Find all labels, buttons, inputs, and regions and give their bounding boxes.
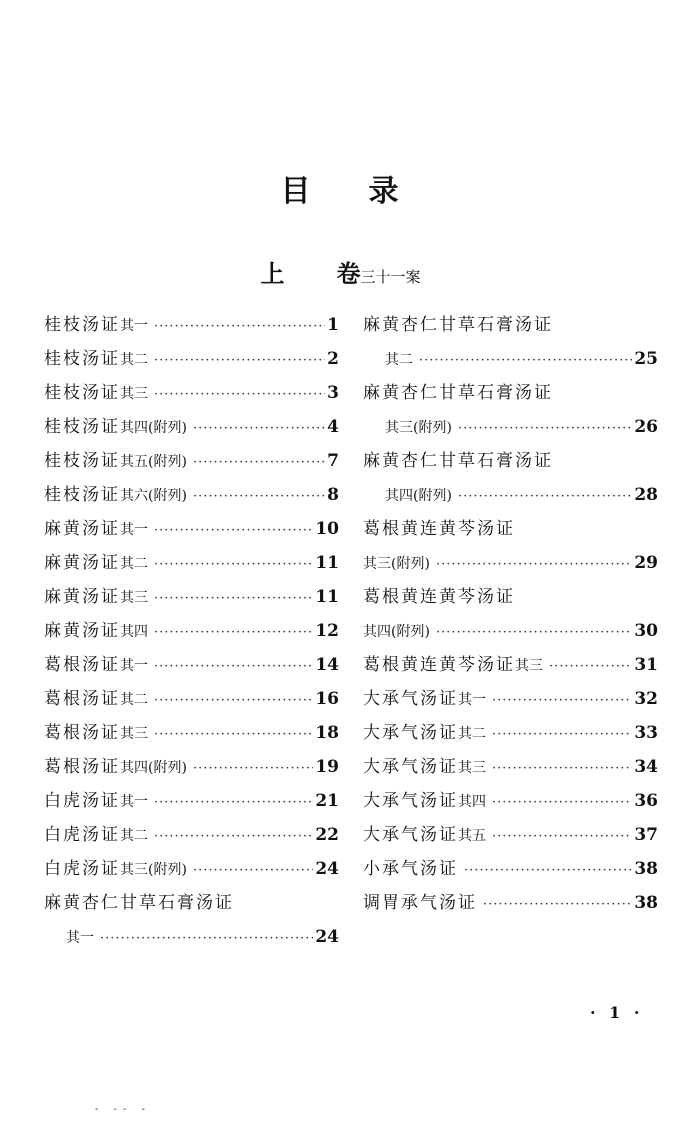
toc-entry[interactable] xyxy=(363,478,658,512)
dot-leader xyxy=(483,888,632,922)
dot-leader xyxy=(154,378,325,412)
toc-entry-page: 26 xyxy=(634,417,658,437)
toc-entry-subtitle: 其五 xyxy=(458,828,486,844)
toc-entry[interactable] xyxy=(363,784,658,818)
dot-leader xyxy=(100,922,313,956)
toc-entry-page: 22 xyxy=(315,825,339,845)
toc-entry[interactable] xyxy=(363,308,658,342)
toc-entry-page: 4 xyxy=(327,417,339,437)
toc-entry-subtitle: 其一 xyxy=(120,794,148,810)
toc-entry-title: 葛根黄连黄芩汤证 xyxy=(363,655,515,675)
toc-right-column xyxy=(363,308,658,920)
toc-entry-title: 麻黄汤证 xyxy=(44,621,120,641)
toc-entry-title: 大承气汤证 xyxy=(363,689,458,709)
toc-entry-title: 调胃承气汤证 xyxy=(363,893,477,913)
dot-leader xyxy=(419,344,632,378)
toc-entry[interactable] xyxy=(44,512,339,546)
dot-leader xyxy=(492,820,632,854)
dot-leader xyxy=(436,548,632,582)
toc-entry-page: 16 xyxy=(315,689,339,709)
toc-entry-subtitle: 其四(附列) xyxy=(120,760,187,776)
toc-entry[interactable] xyxy=(44,750,339,784)
toc-entry-subtitle: 其五(附列) xyxy=(120,454,187,470)
toc-entry[interactable] xyxy=(363,546,658,580)
page-number: · 1 · xyxy=(590,1003,644,1022)
toc-entry-subtitle: 其三(附列) xyxy=(120,862,187,878)
toc-entry[interactable] xyxy=(363,750,658,784)
toc-entry[interactable] xyxy=(44,478,339,512)
toc-entry-subtitle: 其一 xyxy=(458,692,486,708)
toc-entry-title: 葛根汤证 xyxy=(44,689,120,709)
toc-entry-title: 葛根黄连黄芩汤证 xyxy=(363,519,515,539)
dot-leader xyxy=(193,752,313,786)
toc-entry[interactable] xyxy=(363,580,658,614)
toc-entry-subtitle: 其二 xyxy=(120,352,148,368)
toc-entry-title: 葛根黄连黄芩汤证 xyxy=(363,587,515,607)
dot-leader xyxy=(154,718,313,752)
toc-entry[interactable] xyxy=(363,886,658,920)
toc-entry-subtitle: 其三 xyxy=(120,726,148,742)
toc-entry-subtitle: 其四 xyxy=(458,794,486,810)
dot-leader xyxy=(154,548,313,582)
toc-entry-title: 麻黄汤证 xyxy=(44,553,120,573)
toc-entry[interactable] xyxy=(44,444,339,478)
toc-entry[interactable] xyxy=(44,852,339,886)
toc-entry-subtitle: 其四(附列) xyxy=(363,624,430,640)
toc-entry-title: 大承气汤证 xyxy=(363,825,458,845)
toc-entry-page: 14 xyxy=(315,655,339,675)
toc-entry-subtitle: 其三(附列) xyxy=(385,420,452,436)
toc-entry-title: 麻黄汤证 xyxy=(44,519,120,539)
toc-entry-page: 3 xyxy=(327,383,339,403)
dot-leader xyxy=(193,446,325,480)
toc-entry-title: 白虎汤证 xyxy=(44,859,120,879)
dot-leader xyxy=(549,650,632,684)
toc-entry-title: 麻黄杏仁甘草石膏汤证 xyxy=(44,893,234,913)
toc-entry-subtitle: 其三 xyxy=(120,386,148,402)
dot-leader xyxy=(458,480,632,514)
toc-entry[interactable] xyxy=(363,648,658,682)
toc-entry-subtitle: 其一 xyxy=(120,318,148,334)
toc-entry[interactable] xyxy=(363,716,658,750)
toc-entry-page: 28 xyxy=(634,485,658,505)
toc-entry[interactable] xyxy=(44,648,339,682)
dot-leader xyxy=(154,514,313,548)
toc-entry-title: 桂枝汤证 xyxy=(44,485,120,505)
toc-entry-title: 白虎汤证 xyxy=(44,825,120,845)
toc-entry-subtitle: 其三(附列) xyxy=(363,556,430,572)
toc-entry-title: 麻黄杏仁甘草石膏汤证 xyxy=(363,383,553,403)
toc-entry-subtitle: 其六(附列) xyxy=(120,488,187,504)
toc-entry[interactable] xyxy=(44,614,339,648)
toc-entry[interactable] xyxy=(363,614,658,648)
dot-leader xyxy=(154,582,313,616)
dot-leader xyxy=(458,412,632,446)
volume-heading xyxy=(0,254,681,289)
toc-entry[interactable] xyxy=(44,580,339,614)
toc-entry-page: 38 xyxy=(634,893,658,913)
toc-entry-subtitle: 其三 xyxy=(458,760,486,776)
toc-entry-page: 37 xyxy=(634,825,658,845)
toc-entry[interactable] xyxy=(44,886,339,920)
toc-entry-page: 24 xyxy=(315,859,339,879)
dot-leader xyxy=(154,344,325,378)
toc-entry-page: 11 xyxy=(315,587,339,607)
toc-entry-page: 10 xyxy=(315,519,339,539)
toc-entry[interactable] xyxy=(44,682,339,716)
toc-entry[interactable] xyxy=(363,512,658,546)
toc-entry-subtitle: 其一 xyxy=(66,930,94,946)
toc-entry-title: 麻黄杏仁甘草石膏汤证 xyxy=(363,315,553,335)
toc-entry-title: 葛根汤证 xyxy=(44,723,120,743)
title-char: 录 xyxy=(368,174,401,209)
dot-leader xyxy=(154,786,313,820)
volume-label-2: 卷 xyxy=(336,259,361,288)
page-title xyxy=(0,166,681,210)
toc-entry-page: 31 xyxy=(634,655,658,675)
volume-note: 三十一案 xyxy=(360,268,421,286)
toc-entry-title: 葛根汤证 xyxy=(44,757,120,777)
toc-entry-subtitle: 其二 xyxy=(458,726,486,742)
toc-entry-subtitle: 其一 xyxy=(120,658,148,674)
toc-entry-subtitle: 其四(附列) xyxy=(120,420,187,436)
title-char: 目 xyxy=(280,174,313,209)
toc-entry[interactable] xyxy=(363,818,658,852)
toc-entry[interactable] xyxy=(44,410,339,444)
scan-mark: - -- - xyxy=(95,1104,151,1115)
toc-entry-page: 36 xyxy=(634,791,658,811)
toc-entry[interactable] xyxy=(44,784,339,818)
toc-entry-title: 桂枝汤证 xyxy=(44,451,120,471)
toc-entry-page: 19 xyxy=(315,757,339,777)
toc-entry-page: 33 xyxy=(634,723,658,743)
toc-entry-title: 葛根汤证 xyxy=(44,655,120,675)
toc-entry[interactable] xyxy=(44,308,339,342)
dot-leader xyxy=(154,650,313,684)
toc-entry-subtitle: 其三 xyxy=(515,658,543,674)
toc-entry-page: 12 xyxy=(315,621,339,641)
toc-entry-subtitle: 其二 xyxy=(385,352,413,368)
dot-leader xyxy=(154,310,325,344)
toc-entry-page: 32 xyxy=(634,689,658,709)
dot-leader xyxy=(193,854,313,888)
toc-entry-title: 大承气汤证 xyxy=(363,723,458,743)
toc-entry-page: 24 xyxy=(315,927,339,947)
toc-entry-title: 桂枝汤证 xyxy=(44,315,120,335)
toc-entry[interactable] xyxy=(44,818,339,852)
toc-entry[interactable] xyxy=(363,852,658,886)
toc-entry-page: 7 xyxy=(327,451,339,471)
dot-leader xyxy=(436,616,632,650)
dot-leader xyxy=(154,820,313,854)
toc-entry[interactable] xyxy=(44,546,339,580)
dot-leader xyxy=(492,718,632,752)
volume-label: 上 xyxy=(260,259,285,288)
toc-entry-subtitle: 其三 xyxy=(120,590,148,606)
toc-entry-title: 白虎汤证 xyxy=(44,791,120,811)
toc-entry-title: 桂枝汤证 xyxy=(44,383,120,403)
dot-leader xyxy=(154,616,313,650)
toc-entry[interactable] xyxy=(44,920,339,954)
toc-entry[interactable] xyxy=(44,376,339,410)
toc-entry-title: 桂枝汤证 xyxy=(44,349,120,369)
toc-entry-page: 8 xyxy=(327,485,339,505)
dot-leader xyxy=(193,480,325,514)
dot-leader xyxy=(492,786,632,820)
toc-entry-page: 25 xyxy=(634,349,658,369)
toc-entry-title: 桂枝汤证 xyxy=(44,417,120,437)
toc-entry[interactable] xyxy=(44,716,339,750)
toc-entry-page: 1 xyxy=(327,315,339,335)
toc-entry-title: 大承气汤证 xyxy=(363,757,458,777)
toc-entry-subtitle: 其二 xyxy=(120,692,148,708)
dot-leader xyxy=(464,854,632,888)
dot-leader xyxy=(492,684,632,718)
dot-leader xyxy=(193,412,325,446)
toc-entry-subtitle: 其二 xyxy=(120,828,148,844)
dot-leader xyxy=(492,752,632,786)
toc-entry-subtitle: 其四(附列) xyxy=(385,488,452,504)
toc-entry-page: 11 xyxy=(315,553,339,573)
toc-entry-subtitle: 其二 xyxy=(120,556,148,572)
toc-entry-page: 38 xyxy=(634,859,658,879)
dot-leader xyxy=(154,684,313,718)
toc-entry-page: 21 xyxy=(315,791,339,811)
toc-entry[interactable] xyxy=(44,342,339,376)
toc-entry-subtitle: 其四 xyxy=(120,624,148,640)
toc-entry-title: 大承气汤证 xyxy=(363,791,458,811)
toc-entry[interactable] xyxy=(363,410,658,444)
toc-entry-title: 小承气汤证 xyxy=(363,859,458,879)
toc-entry-page: 30 xyxy=(634,621,658,641)
toc-entry-page: 18 xyxy=(315,723,339,743)
toc-entry-subtitle: 其一 xyxy=(120,522,148,538)
toc-entry-title: 麻黄汤证 xyxy=(44,587,120,607)
toc-entry-page: 2 xyxy=(327,349,339,369)
toc-entry-page: 29 xyxy=(634,553,658,573)
toc-entry[interactable] xyxy=(363,376,658,410)
toc-entry[interactable] xyxy=(363,342,658,376)
toc-left-column xyxy=(44,308,339,954)
toc-entry[interactable] xyxy=(363,444,658,478)
toc-entry[interactable] xyxy=(363,682,658,716)
toc-entry-page: 34 xyxy=(634,757,658,777)
toc-entry-title: 麻黄杏仁甘草石膏汤证 xyxy=(363,451,553,471)
